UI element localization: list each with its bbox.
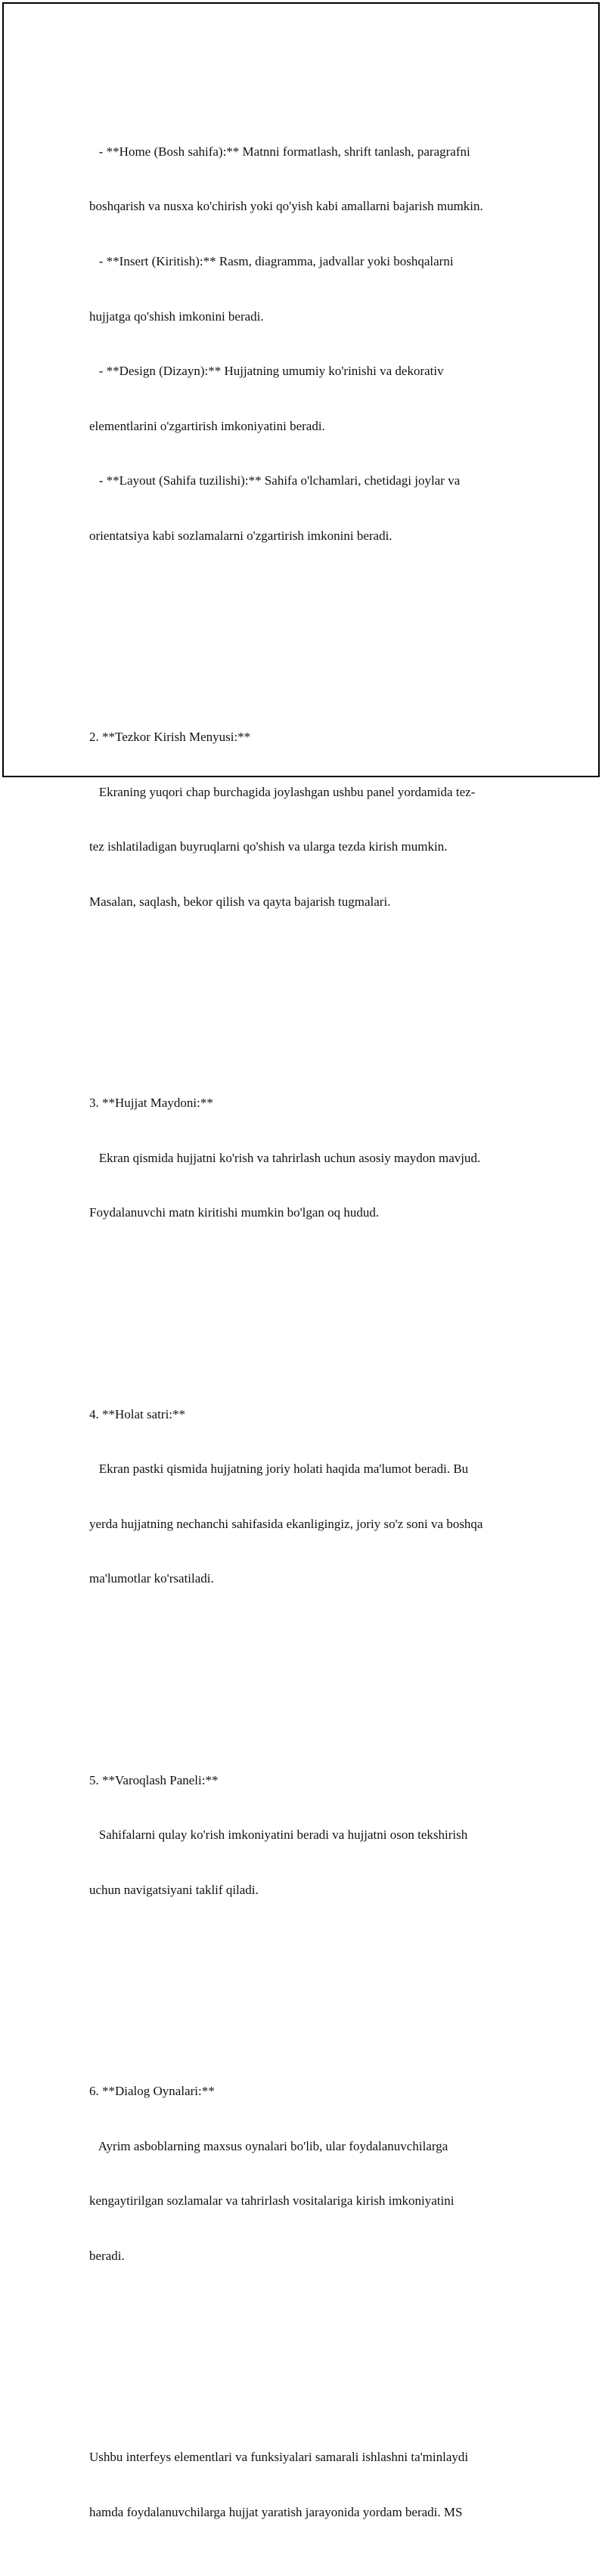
dialog-windows-section <box>89 2046 528 2302</box>
paragraph-gap <box>89 2339 528 2357</box>
quick-access-section <box>89 692 528 948</box>
conclusion-paragraph <box>89 2412 528 2559</box>
text-line: Sahifalarni qulay ko'rish imkoniyatini beradi va hujjatni oson tekshirish <box>89 1827 468 1843</box>
text-line: elementlarini o'zgartirish imkoniyatini beradi. <box>89 418 325 433</box>
text-line: Ayrim asboblarning maxsus oynalari bo'lib, ular foydalanuvchilarga <box>89 2138 448 2153</box>
text-line: boshqarish va nusxa ko'chirish yoki qo'yish kabi amallarni bajarish mumkin. <box>89 199 483 214</box>
status-bar-section <box>89 1369 528 1625</box>
section-heading: 5. **Varoqlash Paneli:** <box>89 1772 219 1787</box>
document-area-section <box>89 1058 528 1259</box>
paragraph-gap <box>89 984 528 1003</box>
paragraph-gap <box>89 618 528 637</box>
text-line: - **Design (Dizayn):** Hujjatning umumiy ko'rinishi va dekorativ <box>89 364 444 379</box>
text-line: hamda foydalanuvchilarga hujjat yaratish jarayonida yordam beradi. MS <box>89 2504 463 2519</box>
document-body <box>89 70 528 2576</box>
section-heading: 6. **Dialog Oynalari:** <box>89 2083 215 2098</box>
scroll-panel-section <box>89 1734 528 1936</box>
text-line: tez ishlatiladigan buyruqlarni qo'shish va ularga tezda kirish mumkin. <box>89 839 448 854</box>
section-heading: 3. **Hujjat Maydoni:** <box>89 1096 213 1111</box>
text-line: - **Layout (Sahifa tuzilishi):** Sahifa o'lchamlari, chetidagi joylar va <box>89 473 461 488</box>
text-line: beradi. <box>89 2248 125 2263</box>
paragraph-gap <box>89 1973 528 1991</box>
text-line: Masalan, saqlash, bekor qilish va qayta bajarish tugmalari. <box>89 894 391 909</box>
paragraph-gap <box>89 1661 528 1679</box>
text-line: Ekran pastki qismida hujjatning joriy holati haqida ma'lumot beradi. Bu <box>89 1462 469 1477</box>
text-line: Foydalanuvchi matn kiritishi mumkin bo'lgan oq hudud. <box>89 1205 380 1220</box>
text-line: Ushbu interfeys elementlari va funksiyalari samarali ishlashni ta'minlaydi <box>89 2449 469 2464</box>
text-line: - **Home (Bosh sahifa):** Matnni formatlash, shrift tanlash, paragrafni <box>89 144 470 159</box>
text-line: kengaytirilgan sozlamalar va tahrirlash vositalariga kirish imkoniyatini <box>89 2193 455 2209</box>
text-line: - **Insert (Kiritish):** Rasm, diagramma, jadvallar yoki boshqalarni <box>89 254 454 268</box>
ribbon-tabs-section <box>89 106 528 581</box>
section-heading: 4. **Holat satri:** <box>89 1406 186 1421</box>
text-line: uchun navigatsiyani taklif qiladi. <box>89 1882 259 1897</box>
paragraph-gap <box>89 1295 528 1313</box>
text-line: Ekraning yuqori chap burchagida joylashgan ushbu panel yordamida tez- <box>89 784 476 799</box>
text-line: ma'lumotlar ko'rsatiladi. <box>89 1571 214 1586</box>
text-line: Ekran qismida hujjatni ko'rish va tahrirlash uchun asosiy maydon mavjud. <box>89 1150 481 1165</box>
text-line: yerda hujjatning nechanchi sahifasida ekanligingiz, joriy so'z soni va boshqa <box>89 1516 483 1531</box>
text-line: orientatsiya kabi sozlamalarni o'zgartirish imkonini beradi. <box>89 528 392 543</box>
section-heading: 2. **Tezkor Kirish Menyusi:** <box>89 730 251 745</box>
text-line: hujjatga qo'shish imkonini beradi. <box>89 308 264 324</box>
